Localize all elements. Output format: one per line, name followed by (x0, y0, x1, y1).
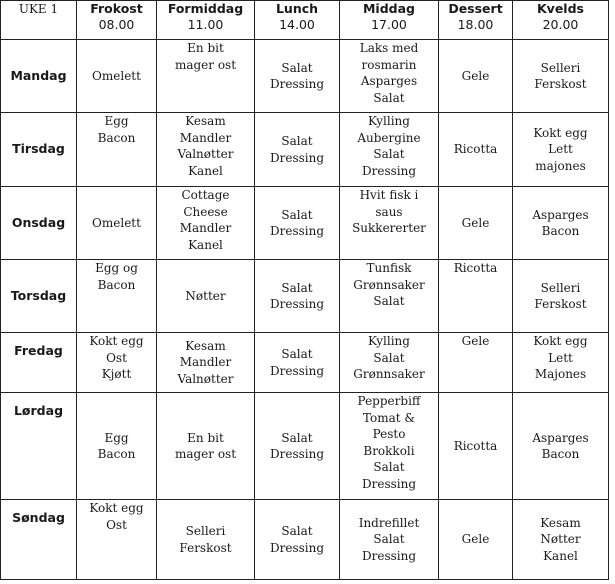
meal-item: Ricotta (453, 142, 498, 157)
table-body (1, 40, 609, 580)
meal-cell-formiddag (157, 500, 255, 580)
day-label: Fredag (1, 333, 77, 393)
meal-item: Dressing (269, 224, 325, 238)
meal-item: Ost (106, 517, 127, 532)
meal-item: Salat (373, 90, 405, 105)
meal-item: Ricotta (453, 261, 498, 275)
meal-item: Kokt egg (533, 334, 588, 348)
meal-item: Egg (104, 430, 129, 445)
meal-item: Lett (548, 142, 573, 157)
meal-cell-kvelds (513, 393, 609, 500)
column-name: Kvelds (537, 1, 584, 16)
meal-item: Kokt egg (89, 334, 144, 348)
table-row (1, 500, 609, 580)
meal-item: Selleri (185, 524, 226, 538)
column-time: 11.00 (187, 17, 224, 32)
meal-cell-frokost (77, 333, 157, 393)
meal-item: Indrefillet (358, 515, 420, 530)
meal-item: Brokkoli (363, 443, 415, 458)
meal-cell-middag (340, 260, 439, 333)
meal-item: Nøtter (540, 532, 581, 547)
meal-item: Kesam (185, 338, 226, 353)
meal-item: Ost (106, 350, 127, 365)
meal-item: Dressing (269, 363, 325, 378)
meal-cell-kvelds (513, 187, 609, 260)
meal-item: Kanel (188, 237, 223, 252)
day-label: Tirsdag (1, 113, 77, 187)
meal-item: Grønnsaker (353, 277, 425, 292)
column-name: Formiddag (167, 1, 244, 16)
table-row (1, 187, 609, 260)
meal-cell-formiddag (157, 333, 255, 393)
meal-item: Bacon (541, 447, 580, 461)
column-name: Middag (362, 1, 415, 16)
meal-item: Dressing (361, 476, 417, 491)
meal-item: Cottage (181, 188, 230, 202)
meal-item: Pesto (372, 427, 406, 441)
meal-item: Egg (104, 114, 129, 128)
day-label: Lørdag (1, 393, 77, 500)
meal-item: Hvit fisk i (359, 188, 419, 202)
meal-item: Kanel (543, 548, 578, 563)
meal-item: Kylling (368, 334, 410, 348)
meal-item: Salat (281, 134, 313, 148)
meal-item: Salat (373, 350, 405, 365)
meal-cell-frokost (77, 113, 157, 187)
meal-item: Laks med (359, 41, 419, 55)
column-time: 20.00 (542, 17, 579, 32)
meal-item: Pepperbiff (357, 394, 421, 408)
column-name: Frokost (90, 1, 143, 16)
meal-item: Dressing (269, 540, 325, 555)
meal-cell-formiddag (157, 187, 255, 260)
meal-item: Tomat & (362, 410, 416, 425)
meal-item: Salat (373, 147, 405, 161)
meal-item: Salat (281, 207, 313, 222)
meal-cell-dessert (439, 500, 513, 580)
meal-cell-frokost (77, 187, 157, 260)
column-name: Dessert (448, 1, 503, 16)
meal-item: Valnøtter (177, 371, 234, 386)
meal-item: Omelett (92, 68, 141, 83)
meal-item: Omelett (92, 215, 141, 230)
meal-item: mager ost (174, 447, 237, 461)
meal-item: Kjøtt (101, 367, 132, 381)
table-row (1, 113, 609, 187)
meal-item: Mandler (179, 221, 232, 235)
column-header-middag (340, 1, 439, 40)
meal-item: En bit (187, 430, 224, 445)
meal-cell-kvelds (513, 113, 609, 187)
meal-item: Gele (461, 215, 490, 230)
meal-item: Sukkererter (352, 221, 426, 235)
meal-item: Aubergine (357, 130, 421, 145)
table-row (1, 393, 609, 500)
meal-cell-middag (340, 393, 439, 500)
meal-item: Kesam (540, 515, 581, 530)
meal-item: majones (535, 158, 586, 173)
meal-cell-middag (340, 113, 439, 187)
meal-item: Gele (461, 532, 490, 547)
meal-cell-dessert (439, 40, 513, 113)
meal-item: Bacon (97, 277, 136, 292)
meal-item: Tunfisk (366, 261, 412, 275)
meal-item: Kylling (368, 114, 410, 128)
table-row (1, 260, 609, 333)
meal-item: Ferskost (534, 77, 587, 91)
meal-cell-kvelds (513, 260, 609, 333)
meal-item: Bacon (97, 447, 136, 461)
meal-item: En bit (187, 41, 224, 55)
meal-cell-dessert (439, 260, 513, 333)
day-label: Torsdag (1, 260, 77, 333)
day-label: Søndag (1, 500, 77, 580)
meal-item: Salat (281, 280, 313, 295)
meal-cell-dessert (439, 393, 513, 500)
column-time: 18.00 (457, 17, 494, 32)
meal-item: Cheese (183, 204, 228, 219)
meal-item: Bacon (541, 224, 580, 238)
column-header-frokost (77, 1, 157, 40)
meal-item: rosmarin (361, 57, 417, 72)
meal-item: Majones (534, 367, 587, 381)
meal-item: Salat (281, 60, 313, 75)
meal-item: Dressing (269, 150, 325, 165)
meal-cell-frokost (77, 260, 157, 333)
meal-item: Salat (281, 524, 313, 538)
meal-cell-lunch (255, 333, 340, 393)
week-label: UKE 1 (1, 1, 77, 40)
meal-item: Kokt egg (533, 125, 588, 140)
table-row (1, 40, 609, 113)
meal-cell-dessert (439, 113, 513, 187)
meal-item: Dressing (269, 77, 325, 91)
meal-item: Nøtter (185, 288, 226, 303)
meal-item: Dressing (269, 447, 325, 461)
meal-cell-lunch (255, 187, 340, 260)
table-row (1, 333, 609, 393)
meal-cell-formiddag (157, 113, 255, 187)
meal-item: Ricotta (453, 438, 498, 453)
column-time: 14.00 (279, 17, 315, 32)
meal-item: mager ost (174, 57, 237, 72)
meal-cell-formiddag (157, 260, 255, 333)
column-header-lunch (255, 1, 340, 40)
column-time: 17.00 (371, 17, 407, 32)
meal-item: Asparges (532, 207, 589, 222)
meal-cell-middag (340, 40, 439, 113)
meal-cell-middag (340, 333, 439, 393)
meal-item: Selleri (540, 60, 581, 75)
meal-cell-kvelds (513, 500, 609, 580)
meal-item: Dressing (361, 163, 417, 178)
meal-cell-lunch (255, 40, 340, 113)
meal-item: Mandler (179, 355, 232, 370)
meal-item: Salat (373, 532, 405, 547)
meal-item: Kanel (188, 163, 223, 178)
day-label: Onsdag (1, 187, 77, 260)
meal-item: Salat (373, 294, 405, 308)
meal-cell-frokost (77, 500, 157, 580)
meal-item: Dressing (361, 548, 417, 563)
meal-item: Gele (461, 334, 490, 348)
meal-item: Ferskost (534, 297, 587, 311)
meal-item: Bacon (97, 130, 136, 145)
meal-item: Lett (548, 350, 573, 365)
meal-cell-kvelds (513, 333, 609, 393)
meal-item: Salat (373, 460, 405, 474)
meal-cell-lunch (255, 113, 340, 187)
meal-cell-middag (340, 187, 439, 260)
column-header-formiddag (157, 1, 255, 40)
meal-cell-middag (340, 500, 439, 580)
meal-item: Valnøtter (177, 147, 234, 161)
meal-item: Asparges (532, 430, 589, 445)
column-header-kvelds (513, 1, 609, 40)
day-label: Mandag (1, 40, 77, 113)
column-header-dessert (439, 1, 513, 40)
meal-item: Kokt egg (89, 501, 144, 515)
meal-cell-lunch (255, 260, 340, 333)
meal-cell-frokost (77, 393, 157, 500)
meal-cell-lunch (255, 393, 340, 500)
column-time: 08.00 (98, 17, 135, 32)
meal-item: Salat (281, 347, 313, 361)
meal-item: Grønnsaker (353, 367, 425, 381)
meal-cell-frokost (77, 40, 157, 113)
meal-item: Kesam (185, 114, 226, 128)
meal-item: saus (375, 204, 403, 219)
meal-cell-dessert (439, 187, 513, 260)
meal-cell-formiddag (157, 40, 255, 113)
meal-item: Dressing (269, 297, 325, 311)
header-row (1, 1, 609, 40)
meal-cell-formiddag (157, 393, 255, 500)
meal-item: Selleri (540, 280, 581, 295)
meal-item: Gele (461, 68, 490, 83)
meal-item: Salat (281, 430, 313, 445)
meal-cell-kvelds (513, 40, 609, 113)
meal-item: Egg og (95, 261, 138, 275)
meal-cell-lunch (255, 500, 340, 580)
column-name: Lunch (275, 1, 319, 16)
meal-item: Mandler (179, 130, 232, 145)
meal-item: Asparges (360, 74, 418, 88)
meal-cell-dessert (439, 333, 513, 393)
meal-item: Ferskost (179, 540, 232, 555)
